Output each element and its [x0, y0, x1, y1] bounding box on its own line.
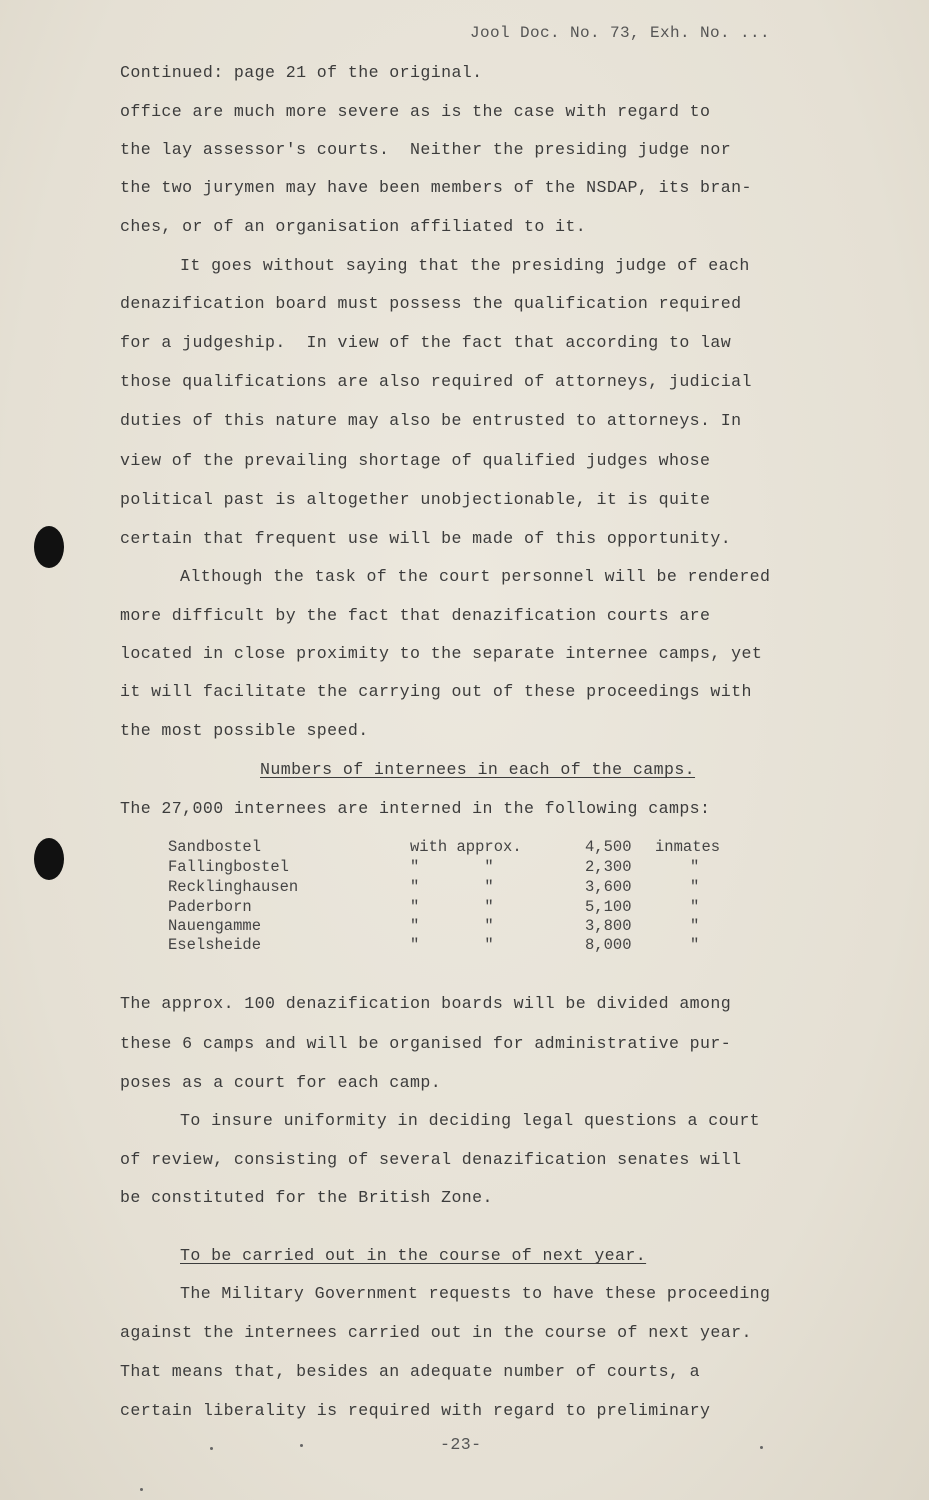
body-line: located in close proximity to the separate internee camps, yet	[120, 644, 763, 663]
page-number: -23-	[440, 1435, 482, 1454]
body-line: Although the task of the court personnel will be rendered	[180, 567, 771, 586]
camp-name: Fallingbostel	[168, 858, 289, 876]
camp-count: 4,500	[585, 838, 632, 856]
camp-unit: inmates	[655, 838, 721, 856]
body-line: those qualifications are also required of attorneys, judicial	[120, 372, 752, 391]
camp-approx: " "	[410, 936, 494, 954]
camp-count: 3,800	[585, 917, 632, 935]
camp-count: 2,300	[585, 858, 632, 876]
camp-name: Sandbostel	[168, 838, 262, 856]
body-line: political past is altogether unobjectionable, it is quite	[120, 490, 711, 509]
next-year-heading: To be carried out in the course of next year.	[180, 1246, 647, 1265]
camp-unit: "	[690, 898, 700, 916]
camp-name: Eselsheide	[168, 936, 262, 954]
camp-approx: " "	[410, 917, 494, 935]
body-line: these 6 camps and will be organised for administrative pur-	[120, 1034, 732, 1053]
camps-intro: The 27,000 internees are interned in the following camps:	[120, 799, 711, 818]
camp-approx: with approx.	[410, 838, 522, 856]
camp-unit: "	[690, 917, 700, 935]
paper-speck	[760, 1446, 763, 1449]
paper-speck	[210, 1447, 213, 1450]
body-line: The Military Government requests to have these proceeding	[180, 1284, 771, 1303]
body-line: view of the prevailing shortage of qualified judges whose	[120, 451, 711, 470]
document-reference: Jool Doc. No. 73, Exh. No. ...	[470, 24, 771, 42]
camp-count: 8,000	[585, 936, 632, 954]
camp-name: Recklinghausen	[168, 878, 299, 896]
body-line: certain liberality is required with regard to preliminary	[120, 1401, 711, 1420]
body-line: the lay assessor's courts. Neither the presiding judge nor	[120, 140, 732, 159]
body-line: against the internees carried out in the course of next year.	[120, 1323, 752, 1342]
body-line: It goes without saying that the presiding judge of each	[180, 256, 750, 275]
camp-unit: "	[690, 878, 700, 896]
body-line: certain that frequent use will be made of this opportunity.	[120, 529, 732, 548]
camp-approx: " "	[410, 878, 494, 896]
body-line: the two jurymen may have been members of the NSDAP, its bran-	[120, 178, 752, 197]
paper-speck	[140, 1488, 143, 1491]
continued-note: Continued: page 21 of the original.	[120, 63, 483, 82]
camp-name: Nauengamme	[168, 917, 262, 935]
body-line: To insure uniformity in deciding legal questions a court	[180, 1111, 761, 1130]
body-line: ches, or of an organisation affiliated to it.	[120, 217, 587, 236]
body-line: for a judgeship. In view of the fact that according to law	[120, 333, 732, 352]
punch-hole	[34, 838, 64, 880]
body-line: poses as a court for each camp.	[120, 1073, 442, 1092]
body-line: of review, consisting of several denazification senates will	[120, 1150, 742, 1169]
punch-hole	[34, 526, 64, 568]
camp-approx: " "	[410, 858, 494, 876]
body-line: be constituted for the British Zone.	[120, 1188, 493, 1207]
camp-unit: "	[690, 858, 700, 876]
body-line: denazification board must possess the qualification required	[120, 294, 742, 313]
camp-unit: "	[690, 936, 700, 954]
camp-count: 5,100	[585, 898, 632, 916]
camp-approx: " "	[410, 898, 494, 916]
body-line: it will facilitate the carrying out of these proceedings with	[120, 682, 752, 701]
body-line: more difficult by the fact that denazification courts are	[120, 606, 711, 625]
camp-name: Paderborn	[168, 898, 252, 916]
camps-heading: Numbers of internees in each of the camps.	[260, 760, 696, 779]
body-line: That means that, besides an adequate number of courts, a	[120, 1362, 701, 1381]
paper-speck	[300, 1444, 303, 1447]
body-line: The approx. 100 denazification boards will be divided among	[120, 994, 732, 1013]
camp-count: 3,600	[585, 878, 632, 896]
body-line: the most possible speed.	[120, 721, 369, 740]
body-line: office are much more severe as is the case with regard to	[120, 102, 711, 121]
body-line: duties of this nature may also be entrusted to attorneys. In	[120, 411, 742, 430]
